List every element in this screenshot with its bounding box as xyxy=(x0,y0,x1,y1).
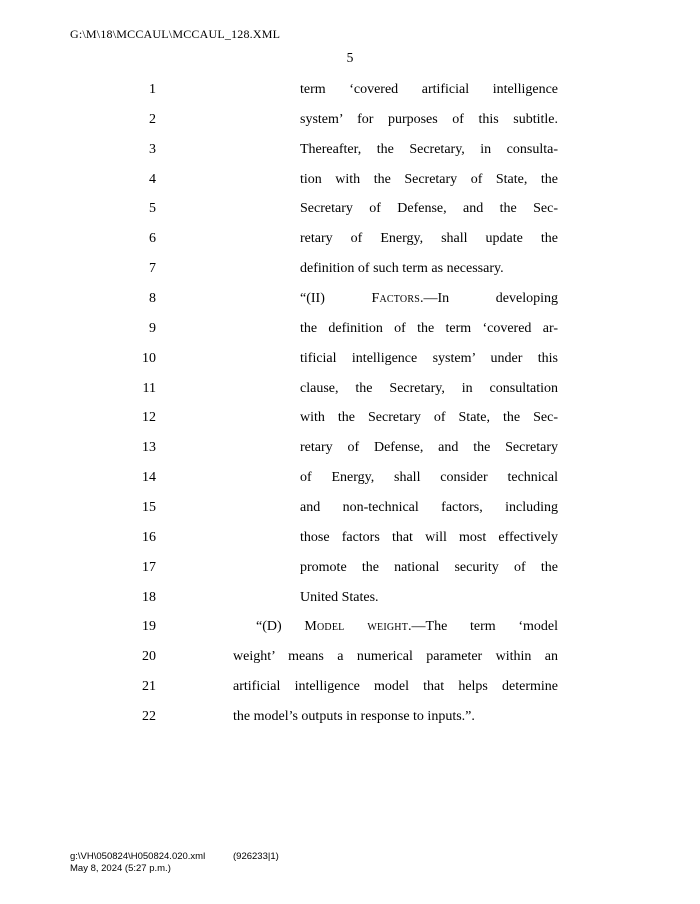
line-text: “(II) Factors.—In developing xyxy=(300,291,558,307)
bill-line-row xyxy=(0,80,700,102)
bill-line-row xyxy=(0,289,700,311)
small-caps-term: Model weight xyxy=(304,619,409,635)
line-text: with the Secretary of State, the Sec- xyxy=(300,410,558,426)
line-number: 10 xyxy=(142,350,156,366)
line-text: Secretary of Defense, and the Sec- xyxy=(300,201,558,217)
footer-file-path: g:\VH\050824\H050824.020.xml xyxy=(70,851,206,862)
footer-date: May 8, 2024 (5:27 p.m.) xyxy=(70,863,171,874)
line-text: tificial intelligence system’ under this xyxy=(300,350,558,366)
bill-line-row xyxy=(0,379,700,401)
line-text: of Energy, shall consider technical xyxy=(300,470,558,486)
bill-line-row xyxy=(0,110,700,132)
bill-line-row xyxy=(0,259,700,281)
line-number: 16 xyxy=(142,529,156,545)
line-text: term ‘covered artificial intelligence xyxy=(300,82,558,97)
line-number: 20 xyxy=(142,649,156,665)
line-text: clause, the Secretary, in consultation xyxy=(300,380,558,396)
line-text: promote the national security of the xyxy=(300,559,558,575)
line-number: 2 xyxy=(149,111,156,127)
line-number: 15 xyxy=(142,500,156,516)
bill-line-row xyxy=(0,438,700,460)
line-number: 21 xyxy=(142,679,156,695)
line-text: weight’ means a numerical parameter within an xyxy=(233,649,558,665)
line-text: definition of such term as necessary. xyxy=(300,261,504,277)
line-number: 9 xyxy=(149,320,156,336)
line-text: those factors that will most effectively xyxy=(300,529,558,545)
line-number: 13 xyxy=(142,440,156,456)
line-number: 3 xyxy=(149,141,156,157)
bill-line-row xyxy=(0,140,700,162)
line-number: 6 xyxy=(149,231,156,247)
line-number: 7 xyxy=(149,261,156,277)
file-reference-header: G:\M\18\MCCAUL\MCCAUL_128.XML xyxy=(70,27,281,41)
line-number: 18 xyxy=(142,589,156,605)
line-text: the definition of the term ‘covered ar- xyxy=(300,320,558,336)
bill-line-row xyxy=(0,677,700,699)
line-text: Thereafter, the Secretary, in consulta- xyxy=(300,141,558,157)
line-text: tion with the Secretary of State, the xyxy=(300,171,558,187)
bill-line-row xyxy=(0,319,700,341)
bill-line-row xyxy=(0,558,700,580)
bill-line-row xyxy=(0,707,700,729)
bill-line-row xyxy=(0,528,700,550)
line-text: artificial intelligence model that helps determine xyxy=(233,679,558,695)
line-number: 12 xyxy=(142,410,156,426)
page-number: 5 xyxy=(346,50,354,65)
line-number: 8 xyxy=(149,291,156,307)
line-number: 5 xyxy=(149,201,156,217)
line-number: 14 xyxy=(142,470,156,486)
bill-line-row xyxy=(0,199,700,221)
line-text: United States. xyxy=(300,589,379,605)
bill-line-row xyxy=(0,468,700,490)
line-text: and non-technical factors, including xyxy=(300,500,558,516)
line-number: 22 xyxy=(142,709,156,725)
bill-line-row xyxy=(0,647,700,669)
line-text: system’ for purposes of this subtitle. xyxy=(300,111,558,127)
bill-line-row xyxy=(0,349,700,371)
bill-line-row xyxy=(0,588,700,610)
line-text: retary of Defense, and the Secretary xyxy=(300,440,558,456)
bill-line-row xyxy=(0,498,700,520)
bill-line-row xyxy=(0,170,700,192)
line-text: the model’s outputs in response to inputs.”. xyxy=(233,709,475,725)
bill-line-row xyxy=(0,617,700,639)
bill-line-row xyxy=(0,229,700,251)
footer-doc-id: (926233|1) xyxy=(233,851,279,862)
line-number: 17 xyxy=(142,559,156,575)
line-text: “(D) Model weight.—The term ‘model xyxy=(256,619,559,635)
line-text: retary of Energy, shall update the xyxy=(300,231,558,247)
small-caps-term: Factors xyxy=(371,291,420,307)
line-number: 1 xyxy=(149,82,156,97)
line-number: 11 xyxy=(142,380,156,396)
bill-line-row xyxy=(0,408,700,430)
line-number: 19 xyxy=(142,619,156,635)
line-number: 4 xyxy=(149,171,156,187)
